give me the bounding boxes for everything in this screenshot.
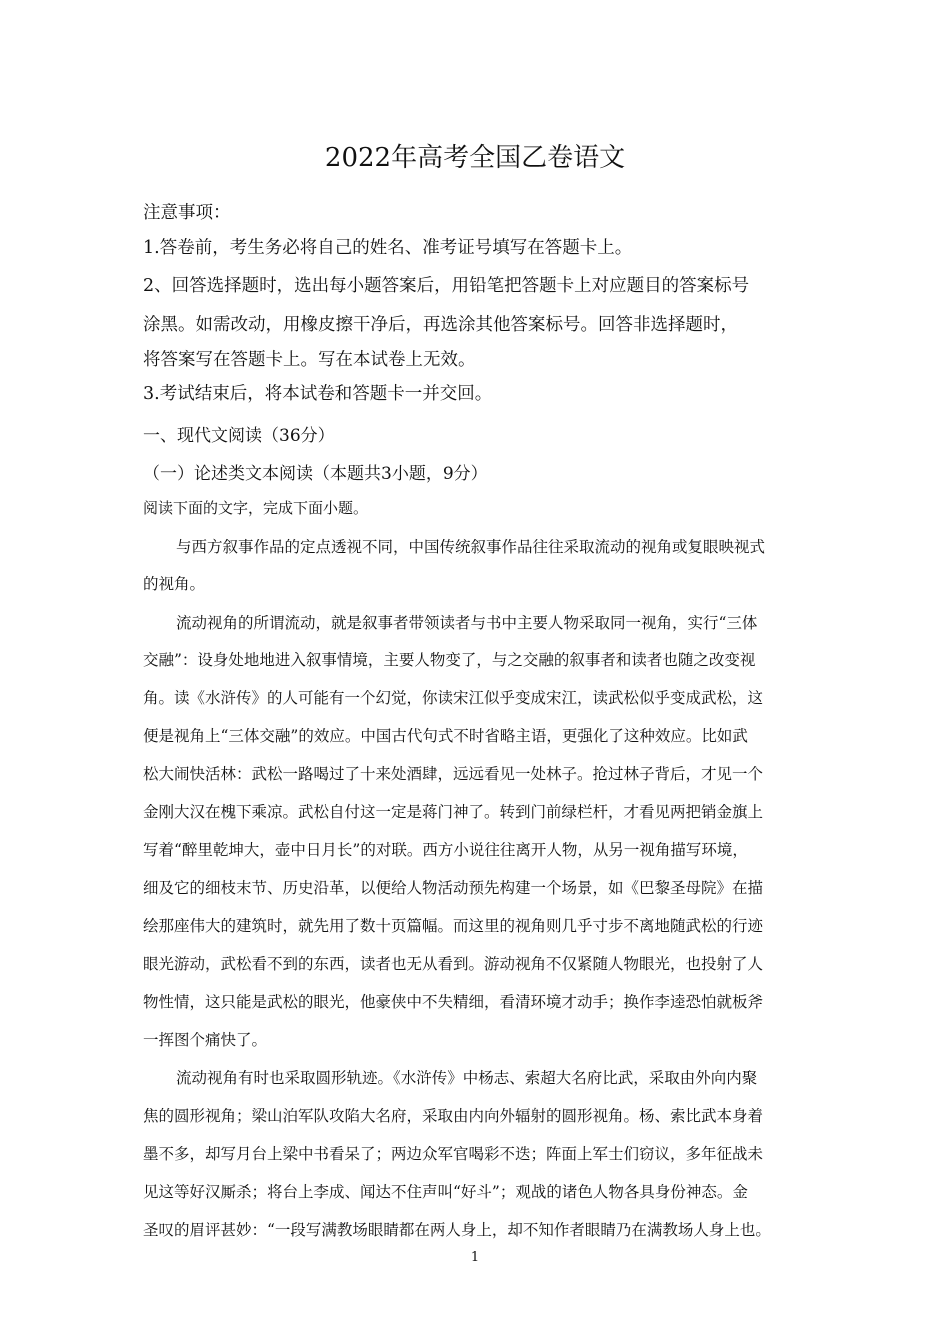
paragraph-2-line-9: 绘那座伟大的建筑时，就先用了数十页篇幅。而这里的视角则几乎寸步不离地随武松的行迹 (143, 917, 764, 935)
paragraph-2-line-7: 写着“醉里乾坤大，壶中日月长”的对联。西方小说往往离开人物，从另一视角描写环境， (143, 841, 748, 859)
notice-line-5: 3.考试结束后，将本试卷和答题卡一并交回。 (143, 384, 493, 404)
subsection-heading: （一）论述类文本阅读（本题共3小题，9分） (143, 464, 488, 484)
paragraph-2-line-12: 一挥图个痛快了。 (143, 1031, 268, 1049)
paragraph-1-line-2: 的视角。 (143, 575, 206, 593)
page-number: 1 (470, 1250, 480, 1265)
notice-line-1: 1.答卷前，考生务必将自己的姓名、准考证号填写在答题卡上。 (143, 238, 633, 258)
paragraph-2-line-3: 角。读《水浒传》的人可能有一个幻觉，你读宋江似乎变成宋江，读武松似乎变成武松，这 (143, 689, 764, 707)
paragraph-2-line-1: 流动视角的所谓流动，就是叙事者带领读者与书中主要人物采取同一视角，实行“三体 (176, 614, 758, 632)
paragraph-3-line-4: 见这等好汉厮杀；将台上李成、闻达不住声叫“好斗”；观战的诸色人物各具身份神态。金 (143, 1183, 748, 1201)
paragraph-2-line-10: 眼光游动，武松看不到的东西，读者也无从看到。游动视角不仅紧随人物眼光，也投射了人 (143, 955, 764, 973)
paragraph-3-line-2: 焦的圆形视角；梁山泊军队攻陷大名府，采取由内向外辐射的圆形视角。杨、索比武本身着 (143, 1107, 764, 1125)
paragraph-2-line-6: 金刚大汉在槐下乘凉。武松自付这一定是蒋门神了。转到门前绿栏杆，才看见两把销金旗上 (143, 803, 764, 821)
notice-line-2: 2、回答选择题时，选出每小题答案后，用铅笔把答题卡上对应题目的答案标号 (143, 276, 750, 296)
notice-line-4: 将答案写在答题卡上。写在本试卷上无效。 (143, 350, 476, 370)
notice-heading: 注意事项： (143, 203, 231, 223)
reading-instruction: 阅读下面的文字，完成下面小题。 (143, 499, 369, 517)
paragraph-3-line-3: 墨不多，却写月台上梁中书看呆了；两边众军官喝彩不迭；阵面上军士们窃议，多年征战未 (143, 1145, 764, 1163)
paragraph-2-line-2: 交融”：设身处地地进入叙事情境，主要人物变了，与之交融的叙事者和读者也随之改变视 (143, 651, 756, 669)
paragraph-3-line-5: 圣叹的眉评甚妙：“一段写满教场眼睛都在两人身上，却不知作者眼睛乃在满教场人身上也。 (143, 1221, 771, 1239)
paragraph-2-line-8: 细及它的细枝末节、历史沿革，以便给人物活动预先构建一个场景，如《巴黎圣母院》在描 (143, 879, 764, 897)
notice-line-3: 涂黑。如需改动，用橡皮擦干净后，再选涂其他答案标号。回答非选择题时， (143, 315, 738, 335)
document-title: 2022年高考全国乙卷语文 (324, 143, 626, 173)
paragraph-3-line-1: 流动视角有时也采取圆形轨迹。《水浒传》中杨志、索超大名府比武，采取由外向内聚 (176, 1069, 758, 1087)
section-heading: 一、现代文阅读（36分） (143, 426, 335, 446)
paragraph-1-line-1: 与西方叙事作品的定点透视不同，中国传统叙事作品往往采取流动的视角或复眼映视式 (176, 538, 766, 556)
paragraph-2-line-4: 便是视角上“三体交融”的效应。中国古代句式不时省略主语，更强化了这种效应。比如武 (143, 727, 748, 745)
paragraph-2-line-5: 松大闹快活林：武松一路喝过了十来处酒肆，远远看见一处林子。抢过林子背后，才见一个 (143, 765, 764, 783)
paragraph-2-line-11: 物性情，这只能是武松的眼光，他豪侠中不失精细，看清环境才动手；换作李逵恐怕就板斧 (143, 993, 764, 1011)
